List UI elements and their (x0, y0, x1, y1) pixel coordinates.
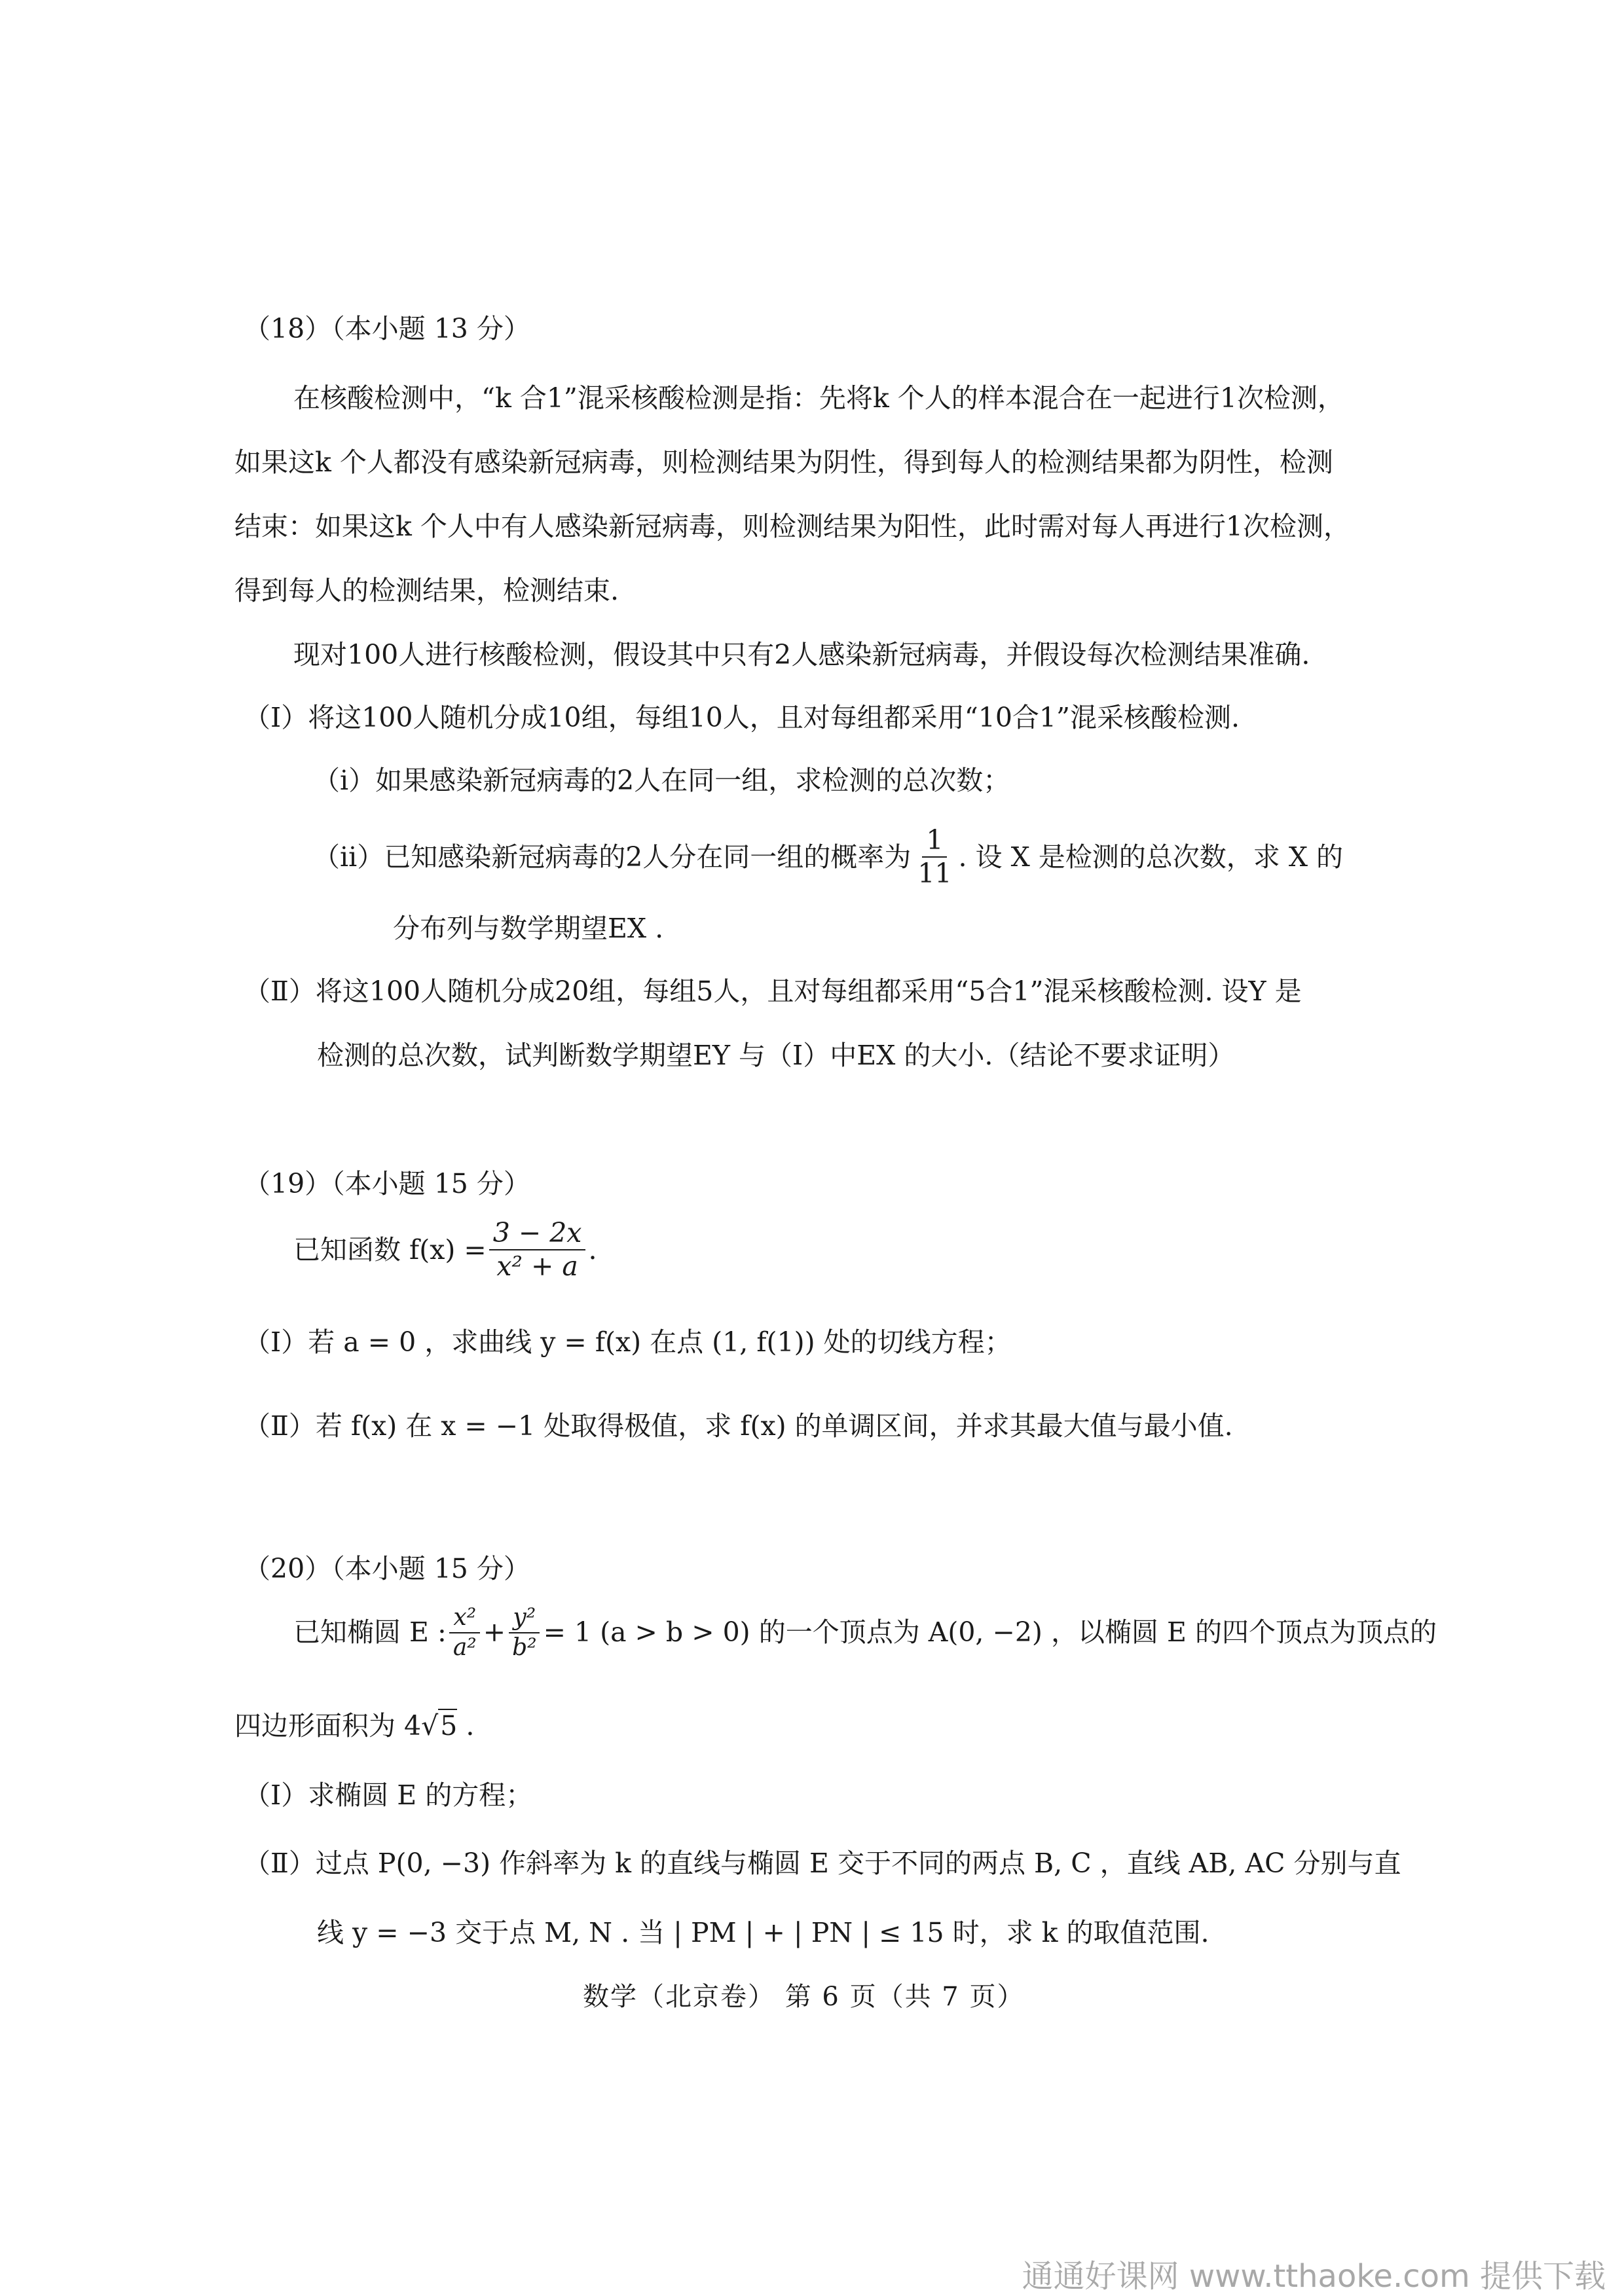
plus-sign: + (483, 1616, 506, 1649)
q19-function-fraction (489, 1219, 586, 1281)
q20-given-text-d: . (457, 1710, 475, 1741)
q20-part-2-continuation: 线 y = −3 交于点 M, N . 当 | PM | + | PN | ≤ 15 时，求 k 的取值范围. (317, 1917, 1209, 1948)
q19-header: （19）（本小题 15 分） (244, 1168, 530, 1199)
fraction-denominator: x² + a (496, 1250, 578, 1283)
q18-sub-ii-continuation: 分布列与数学期望EX . (393, 913, 664, 944)
fraction-denominator: 11 (917, 858, 952, 890)
q18-part-1: （Ⅰ）将这100人随机分成10组，每组10人，且对每组都采用“10合1”混采核酸检测. (244, 702, 1240, 733)
q20-given-text-a: 已知椭圆 E : (293, 1616, 447, 1649)
q18-paragraph-line-5: 现对100人进行核酸检测，假设其中只有2人感染新冠病毒，并假设每次检测结果准确. (293, 639, 1310, 670)
fraction-denominator: b² (512, 1633, 537, 1661)
q18-paragraph-line-2: 如果这k 个人都没有感染新冠病毒，则检测结果为阴性，得到每人的检测结果都为阴性，检测 (234, 446, 1333, 478)
q19-given-function (293, 1219, 597, 1281)
q18-part-2-continuation: 检测的总次数，试判断数学期望EY 与（Ⅰ）中EX 的大小.（结论不要求证明） (317, 1040, 1235, 1071)
q19-part-2: （Ⅱ）若 f(x) 在 x = −1 处取得极值，求 f(x) 的单调区间，并求其最大值与最小值. (244, 1410, 1233, 1442)
q18-paragraph-line-1: 在核酸检测中，“k 合1”混采核酸检测是指：先将k 个人的样本混合在一起进行1次检测， (293, 382, 1344, 414)
q18-header: （18）（本小题 13 分） (244, 313, 530, 344)
q19-given-text-a: 已知函数 f(x) = (293, 1233, 487, 1266)
q20-header: （20）（本小题 15 分） (244, 1553, 530, 1584)
q20-area-line (234, 1710, 475, 1741)
q18-probability-fraction (913, 826, 955, 888)
q18-sub-ii (313, 826, 1343, 888)
fraction-numerator: y² (509, 1605, 540, 1633)
q18-part-2: （Ⅱ）将这100人随机分成20组，每组5人，且对每组都采用“5合1”混采核酸检测. 设Y 是 (244, 975, 1302, 1007)
q20-given-text-c: 四边形面积为 4 (234, 1710, 422, 1741)
fraction-denominator: a² (452, 1633, 477, 1661)
fraction-numerator: 1 (922, 826, 947, 858)
sqrt-sign: √ (421, 1710, 439, 1741)
fraction-numerator: 3 − 2x (489, 1219, 586, 1250)
q20-x-fraction (449, 1605, 481, 1660)
q19-given-text-b: . (588, 1233, 597, 1266)
q18-paragraph-line-4: 得到每人的检测结果，检测结束. (234, 575, 619, 606)
q19-part-1: （Ⅰ）若 a = 0 ，求曲线 y = f(x) 在点 (1, f(1)) 处的切线方程； (244, 1326, 1012, 1358)
q20-part-2: （Ⅱ）过点 P(0, −3) 作斜率为 k 的直线与椭圆 E 交于不同的两点 B, C ，直线 AB, AC 分别与直 (244, 1848, 1401, 1879)
fraction-numerator: x² (449, 1605, 480, 1633)
site-watermark: 通通好课网 www.tthaoke.com 提供下载 (1022, 2258, 1606, 2295)
q18-paragraph-line-3: 结束：如果这k 个人中有人感染新冠病毒，则检测结果为阳性，此时需对每人再进行1次检测， (234, 511, 1350, 542)
q18-sub-i: （ⅰ）如果感染新冠病毒的2人在同一组，求检测的总次数； (313, 765, 1010, 796)
sqrt-radicand: 5 (438, 1709, 457, 1741)
q20-y-fraction (508, 1605, 540, 1660)
q18-sub-ii-text-a: （ⅱ）已知感染新冠病毒的2人分在同一组的概率为 (313, 841, 912, 873)
q18-sub-ii-text-b: . 设 X 是检测的总次数，求 X 的 (958, 841, 1344, 873)
q20-given-ellipse (293, 1605, 1437, 1660)
q20-part-1: （Ⅰ）求椭圆 E 的方程； (244, 1779, 533, 1811)
page-footer: 数学（北京卷） 第 6 页（共 7 页） (583, 1982, 1025, 2012)
q20-given-text-b: = 1 (a > b > 0) 的一个顶点为 A(0, −2) ，以椭圆 E 的四个顶点为顶点的 (543, 1616, 1437, 1649)
